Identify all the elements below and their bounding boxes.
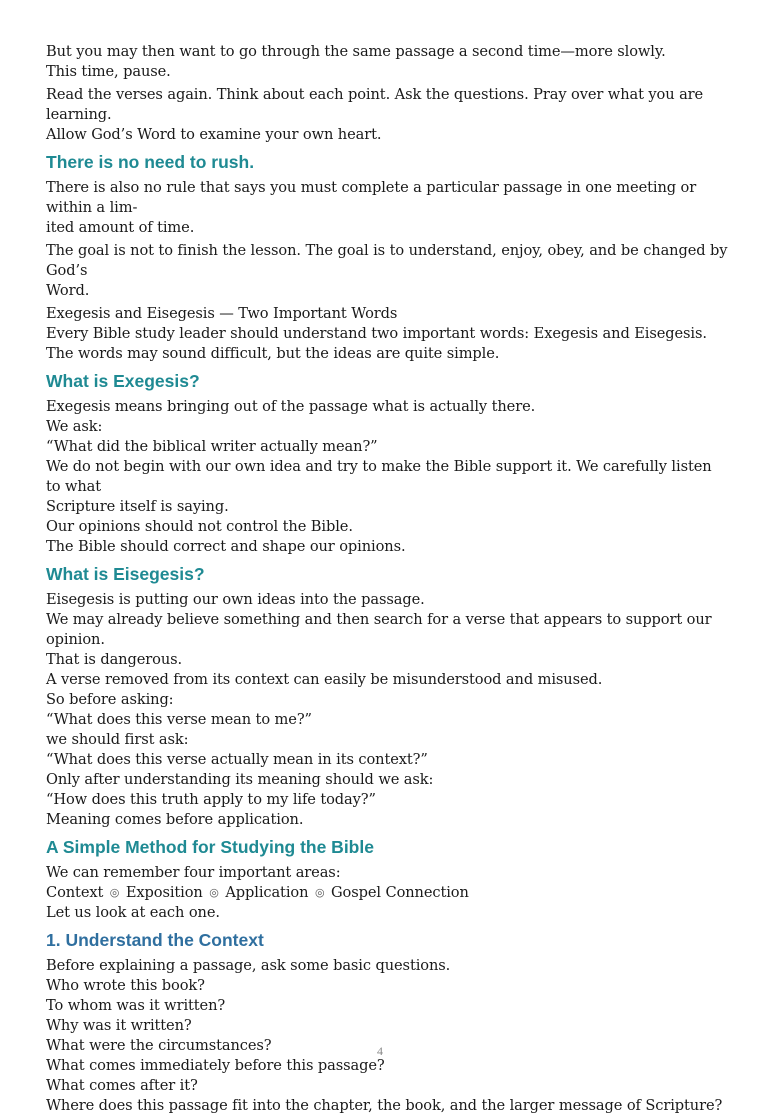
text-line: Scripture itself is saying. bbox=[46, 498, 229, 515]
areas-line bbox=[46, 883, 730, 903]
question-line: Where does this passage fit into the chapter, the book, and the larger message of Scripture? bbox=[46, 1097, 723, 1114]
page-number: 4 bbox=[377, 1044, 383, 1058]
paragraph: Allow God’s Word to examine your own heart. bbox=[46, 126, 382, 143]
text-line: So before asking: bbox=[46, 691, 174, 708]
text-line: “What does this verse mean to me?” bbox=[46, 711, 312, 728]
text-line: Our opinions should not control the Bible. bbox=[46, 518, 353, 535]
section-heading-exegesis: What is Exegesis? bbox=[46, 371, 200, 391]
area-context: Context bbox=[46, 884, 104, 901]
question-line: What comes after it? bbox=[46, 1077, 198, 1094]
text-line: “How does this truth apply to my life today?” bbox=[46, 791, 376, 808]
text-line: The Bible should correct and shape our opinions. bbox=[46, 538, 406, 555]
question-line: What comes immediately before this passage? bbox=[46, 1057, 385, 1074]
area-exposition: Exposition bbox=[125, 884, 203, 901]
paragraph: Read the verses again. Think about each point. Ask the questions. Pray over what you are learning. bbox=[46, 86, 704, 123]
question-line: Who wrote this book? bbox=[46, 977, 205, 994]
question-line: What were the circumstances? bbox=[46, 1037, 272, 1054]
paragraph: Word. bbox=[46, 282, 90, 299]
area-application: Application bbox=[225, 884, 309, 901]
text-line: “What did the biblical writer actually mean?” bbox=[46, 438, 378, 455]
section-heading-method: A Simple Method for Studying the Bible bbox=[46, 837, 374, 857]
text-line: “What does this verse actually mean in its context?” bbox=[46, 751, 428, 768]
paragraph: This time, pause. bbox=[46, 63, 171, 80]
question-line: To whom was it written? bbox=[46, 997, 226, 1014]
separator-icon: ◎ bbox=[209, 886, 219, 899]
text-line: We can remember four important areas: bbox=[46, 864, 341, 881]
text-line: Let us look at each one. bbox=[46, 904, 220, 921]
text-line: We may already believe something and then search for a verse that appears to support our opinion. bbox=[46, 611, 712, 648]
text-line: Exegesis means bringing out of the passage what is actually there. bbox=[46, 398, 536, 415]
paragraph: Every Bible study leader should understand two important words: Exegesis and Eisegesis. bbox=[46, 325, 707, 342]
separator-icon: ◎ bbox=[109, 886, 120, 899]
section-heading-eisegesis: What is Eisegesis? bbox=[46, 564, 205, 584]
paragraph: Exegesis and Eisegesis — Two Important Words bbox=[46, 305, 398, 322]
text-line: We ask: bbox=[46, 418, 103, 435]
paragraph: But you may then want to go through the same passage a second time—more slowly. bbox=[46, 43, 666, 60]
text-line: Eisegesis is putting our own ideas into the passage. bbox=[46, 591, 425, 608]
paragraph: The goal is not to finish the lesson. The goal is to understand, enjoy, obey, and be changed by God’s bbox=[46, 242, 728, 279]
question-line: Why was it written? bbox=[46, 1017, 192, 1034]
text-line: Only after understanding its meaning should we ask: bbox=[46, 771, 434, 788]
area-gospel-connection: Gospel Connection bbox=[330, 884, 469, 901]
section-heading-no-rush: There is no need to rush. bbox=[46, 152, 255, 172]
text-line: Meaning comes before application. bbox=[46, 811, 304, 828]
paragraph: ited amount of time. bbox=[46, 219, 195, 236]
section-heading-context: 1. Understand the Context bbox=[46, 930, 264, 950]
paragraph: There is also no rule that says you must complete a particular passage in one meeting or within a lim- bbox=[46, 179, 697, 216]
text-line: A verse removed from its context can easily be misunderstood and misused. bbox=[46, 671, 603, 688]
text-line: That is dangerous. bbox=[46, 651, 183, 668]
separator-icon: ◎ bbox=[314, 886, 325, 899]
paragraph: The words may sound difficult, but the ideas are quite simple. bbox=[46, 345, 500, 362]
text-line: we should first ask: bbox=[46, 731, 189, 748]
text-line: We do not begin with our own idea and try to make the Bible support it. We carefully listen to what bbox=[46, 458, 712, 495]
text-line: Before explaining a passage, ask some basic questions. bbox=[46, 957, 451, 974]
